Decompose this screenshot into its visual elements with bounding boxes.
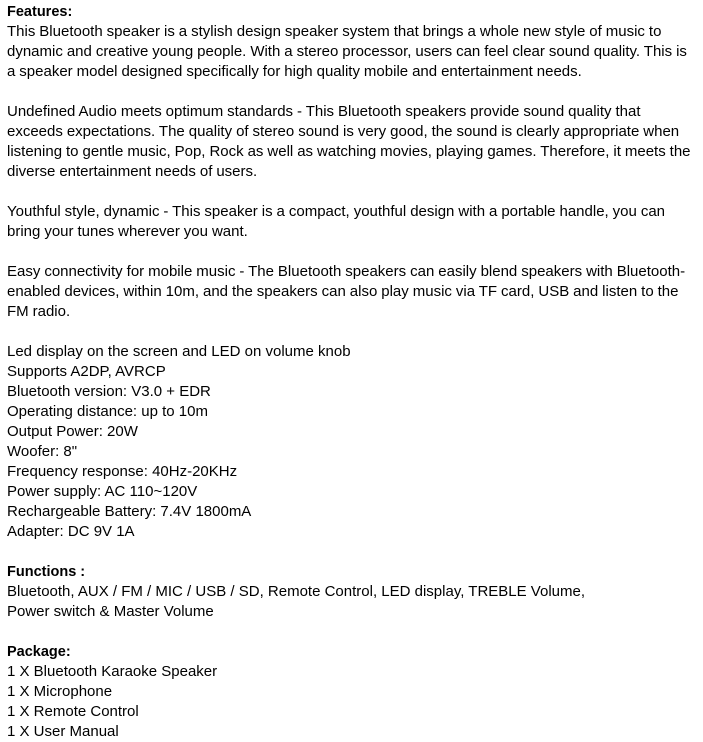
spec-line: Operating distance: up to 10m [7,403,208,420]
package-item: 1 X User Manual [7,723,119,740]
section-spacer [7,542,703,562]
functions-line: Bluetooth, AUX / FM / MIC / USB / SD, Remote Control, LED display, TREBLE Volume, [7,583,585,600]
spec-line: Frequency response: 40Hz-20KHz [7,463,238,480]
features-paragraph-2: Undefined Audio meets optimum standards - This Bluetooth speakers provide sound quality that exceeds expectations. The quality of stereo sound is very good, the sound is clearly appropriate when listening to gentle music, Pop, Rock as well as watching movies, playing games. Therefore, it meets the diverse entertainment needs of users. [7,103,691,180]
features-section [7,2,699,322]
features-paragraph-1: This Bluetooth speaker is a stylish design speaker system that brings a whole new style of music to dynamic and creative young people. With a stereo processor, users can feel clear sound quality. This is a speaker model designed specifically for high quality mobile and entertainment needs. [7,23,687,80]
spec-line: Bluetooth version: V3.0 + EDR [7,383,211,400]
package-section [7,642,699,742]
spec-line: Rechargeable Battery: 7.4V 1800mA [7,503,252,520]
package-contents-list [7,662,699,742]
package-item: 1 X Bluetooth Karaoke Speaker [7,663,218,680]
spec-line: Led display on the screen and LED on volume knob [7,343,351,360]
spec-line: Output Power: 20W [7,423,138,440]
spec-line: Power supply: AC 110~120V [7,483,198,500]
section-spacer [7,322,703,342]
specifications-section [7,342,699,542]
paragraph-spacer [7,82,699,102]
paragraph-spacer [7,182,699,202]
spec-line: Supports A2DP, AVRCP [7,363,166,380]
functions-section [7,562,699,622]
functions-heading: Functions : [7,564,86,580]
features-paragraph-4: Easy connectivity for mobile music - The Bluetooth speakers can easily blend speakers with Bluetooth-enabled devices, within 10m, and the speakers can also play music via TF card, USB and listen to the FM radio. [7,263,686,320]
package-heading: Package: [7,644,71,660]
package-item: 1 X Remote Control [7,703,139,720]
spec-line: Adapter: DC 9V 1A [7,523,135,540]
spec-line: Woofer: 8" [7,443,78,460]
paragraph-spacer [7,242,699,262]
functions-line: Power switch & Master Volume [7,603,214,620]
features-heading: Features: [7,4,73,20]
package-item: 1 X Microphone [7,683,113,700]
section-spacer [7,622,703,642]
features-paragraph-3: Youthful style, dynamic - This speaker is a compact, youthful design with a portable handle, you can bring your tunes wherever you want. [7,203,666,240]
